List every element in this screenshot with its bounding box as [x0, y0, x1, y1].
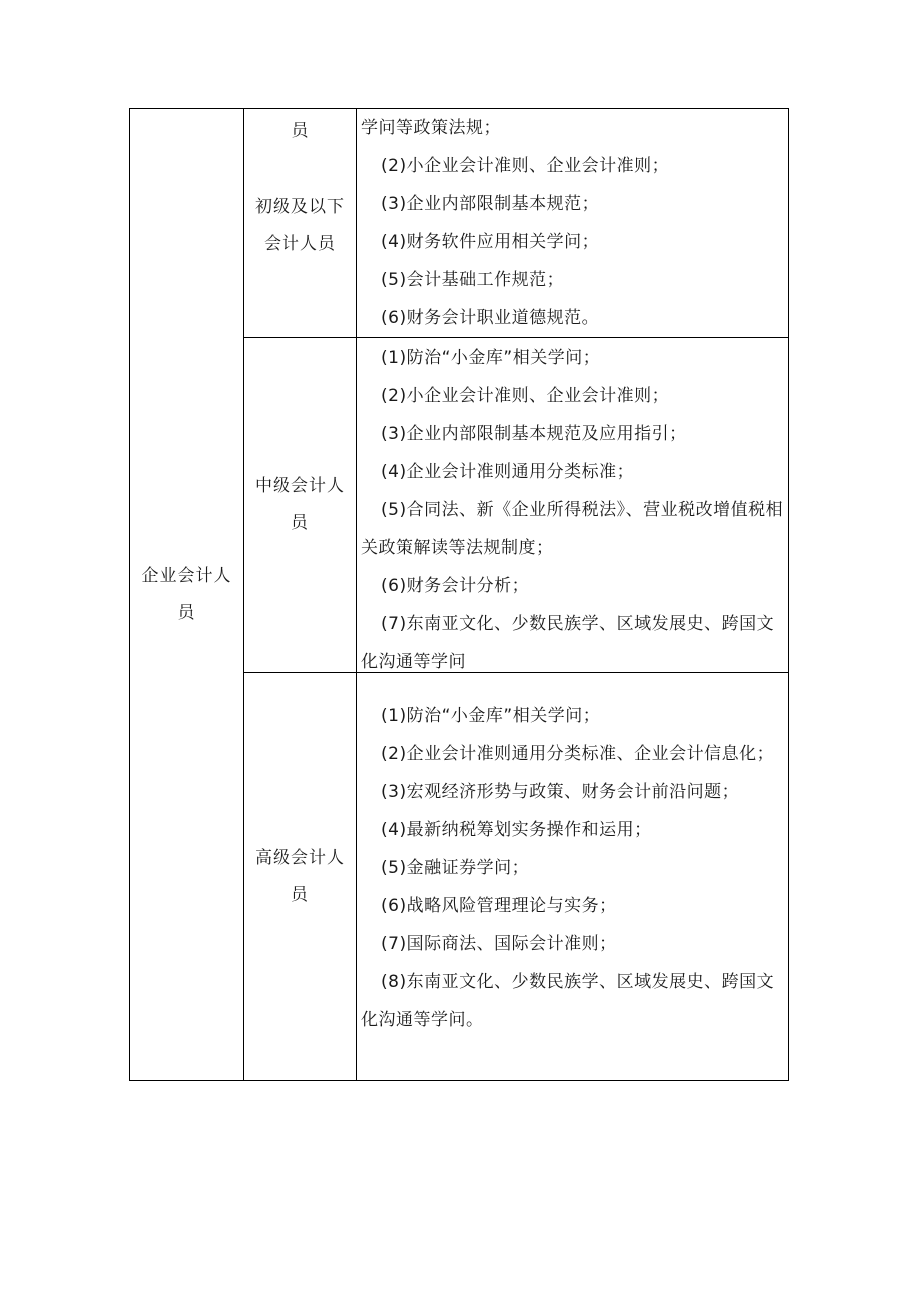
list-item: (1)防治“小金库”相关学问； [381, 706, 601, 726]
list-item: (4)企业会计准则通用分类标准； [381, 462, 635, 482]
level-label: 中级会计人员 [255, 476, 345, 533]
list-item: (1)防治“小金库”相关学问； [381, 348, 601, 368]
list-item: (3)企业内部限制基本规范及应用指引； [381, 424, 687, 444]
category-label: 企业会计人员 [141, 565, 232, 623]
list-item: (4)财务软件应用相关学问； [381, 232, 600, 252]
list-item: 学问等政策法规； [361, 118, 501, 138]
list-item: (3)企业内部限制基本规范； [381, 194, 600, 214]
list-item: (6)战略风险管理理论与实务； [381, 896, 617, 916]
list-item: (5)金融证券学问； [381, 858, 530, 878]
list-item: (2)小企业会计准则、企业会计准则； [381, 386, 670, 406]
list-item: (7)东南亚文化、少数民族学、区域发展史、跨国文化沟通等学问 [361, 614, 775, 671]
category-cell [130, 109, 244, 1081]
list-item: (2)企业会计准则通用分类标准、企业会计信息化； [381, 744, 775, 764]
list-item: (2)小企业会计准则、企业会计准则； [381, 156, 670, 176]
level-label: 高级会计人员 [255, 847, 345, 905]
level-cell [244, 109, 357, 338]
level-label: 初级及以下会计人员 [255, 197, 345, 254]
table-row [130, 109, 789, 338]
level-label-continued: 员 [291, 121, 309, 141]
content-cell [357, 338, 789, 673]
content-cell [357, 673, 789, 1081]
training-content-table [129, 108, 789, 1081]
list-item: (5)合同法、新《企业所得税法》、营业税改增值税相关政策解读等法规制度； [361, 500, 784, 558]
list-item: (3)宏观经济形势与政策、财务会计前沿问题； [381, 782, 740, 802]
list-item: (6)财务会计职业道德规范。 [381, 308, 600, 328]
level-cell [244, 338, 357, 673]
level-cell [244, 673, 357, 1081]
list-item: (5)会计基础工作规范； [381, 270, 565, 290]
list-item: (8)东南亚文化、少数民族学、区域发展史、跨国文化沟通等学问。 [361, 972, 775, 1030]
content-cell [357, 109, 789, 338]
list-item: (4)最新纳税筹划实务操作和运用； [381, 820, 652, 840]
list-item: (7)国际商法、国际会计准则； [381, 934, 617, 954]
list-item: (6)财务会计分析； [381, 576, 530, 596]
